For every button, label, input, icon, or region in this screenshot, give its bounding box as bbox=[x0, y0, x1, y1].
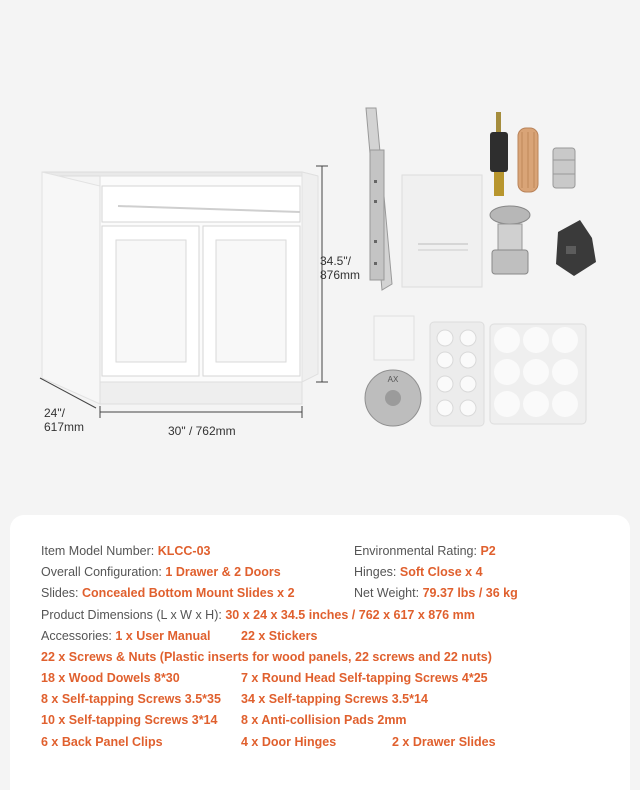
spec-label: Net Weight: bbox=[354, 586, 420, 600]
sticker-bag-part bbox=[374, 316, 414, 360]
accessory-row bbox=[241, 692, 428, 706]
spec-label: Accessories: bbox=[41, 629, 112, 643]
round-plate-part bbox=[365, 370, 421, 426]
accessory-item: 10 x Self-tapping Screws 3*14 bbox=[41, 713, 218, 727]
accessory-row bbox=[241, 713, 407, 727]
spec-config bbox=[41, 565, 281, 579]
back-panel-clip-part bbox=[556, 220, 596, 276]
accessory-item: 34 x Self-tapping Screws 3.5*14 bbox=[241, 692, 428, 706]
accessory-row bbox=[41, 671, 180, 685]
user-manual-part bbox=[402, 175, 482, 287]
accessory-item: 8 x Anti-collision Pads 2mm bbox=[241, 713, 407, 727]
spec-slides bbox=[41, 586, 295, 600]
accessory-item: 18 x Wood Dowels 8*30 bbox=[41, 671, 180, 685]
accessory-item: 8 x Self-tapping Screws 3.5*35 bbox=[41, 692, 221, 706]
wood-dowel-part bbox=[518, 128, 538, 192]
insert-nut-part bbox=[553, 148, 575, 188]
spec-value: Soft Close x 4 bbox=[399, 565, 483, 579]
spec-value: P2 bbox=[480, 544, 496, 558]
accessory-item: 2 x Drawer Slides bbox=[392, 735, 496, 749]
spec-hinges bbox=[354, 565, 483, 579]
accessory-row bbox=[41, 692, 221, 706]
spec-label: Environmental Rating: bbox=[354, 544, 477, 558]
spec-dimensions bbox=[41, 608, 475, 622]
accessory-row bbox=[41, 735, 163, 749]
spec-weight bbox=[354, 586, 518, 600]
accessory-row bbox=[241, 735, 336, 749]
screw-part bbox=[490, 112, 508, 196]
spec-label: Hinges: bbox=[354, 565, 397, 579]
accessory-row bbox=[392, 735, 496, 749]
accessory-item: 4 x Door Hinges bbox=[241, 735, 337, 749]
stickers-sheet-part bbox=[490, 324, 586, 424]
spec-accessories bbox=[41, 629, 211, 643]
accessory-row bbox=[241, 629, 317, 643]
height-dimension: 34.5"/ 876mm bbox=[320, 254, 361, 282]
spec-label: Item Model Number: bbox=[41, 544, 155, 558]
spec-env-rating bbox=[354, 544, 496, 558]
width-dimension: 30" / 762mm bbox=[168, 424, 236, 438]
spec-label: Overall Configuration: bbox=[41, 565, 162, 579]
spec-value: 30 x 24 x 34.5 inches / 762 x 617 x 876 mm bbox=[225, 608, 475, 622]
accessory-row bbox=[41, 650, 492, 664]
accessory-item: 7 x Round Head Self-tapping Screws 4*25 bbox=[241, 671, 488, 685]
spec-value: 79.37 lbs / 36 kg bbox=[422, 586, 518, 600]
spec-value: 1 Drawer & 2 Doors bbox=[165, 565, 281, 579]
accessory-item: 22 x Stickers bbox=[241, 629, 318, 643]
cabinet-drawing bbox=[42, 172, 318, 404]
accessory-row bbox=[241, 671, 488, 685]
spec-value: KLCC-03 bbox=[157, 544, 211, 558]
accessory-item: 22 x Screws & Nuts (Plastic inserts for wood panels, 22 screws and 22 nuts) bbox=[41, 650, 492, 664]
anti-collision-pads-part bbox=[430, 322, 484, 426]
spec-label: Product Dimensions (L x W x H): bbox=[41, 608, 222, 622]
spec-model bbox=[41, 544, 211, 558]
depth-dimension: 24"/ 617mm bbox=[44, 406, 85, 434]
plate-marking: AX bbox=[387, 375, 399, 384]
hinge-part bbox=[490, 206, 530, 274]
accessory-item: 6 x Back Panel Clips bbox=[41, 735, 163, 749]
spec-value: Concealed Bottom Mount Slides x 2 bbox=[82, 586, 295, 600]
accessory-row bbox=[41, 713, 217, 727]
spec-label: Slides: bbox=[41, 586, 79, 600]
accessory-item: 1 x User Manual bbox=[115, 629, 211, 643]
